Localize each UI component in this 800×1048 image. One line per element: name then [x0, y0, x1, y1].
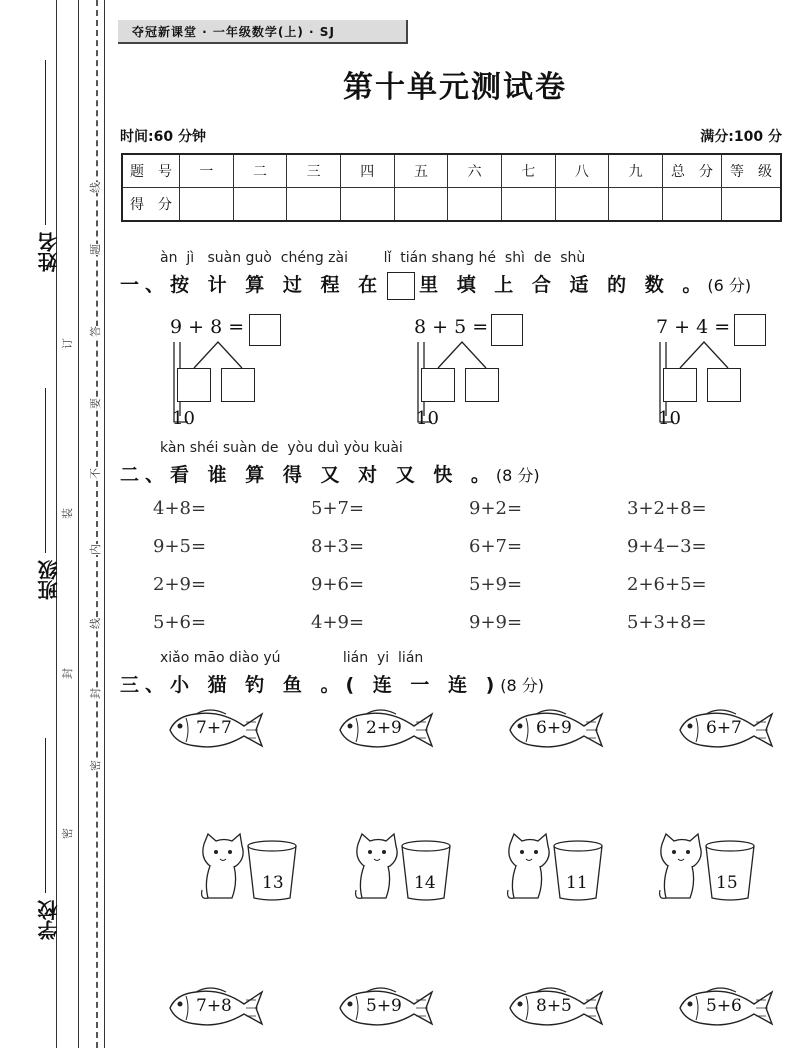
score-cell[interactable]: [555, 188, 609, 222]
score-table: [121, 153, 782, 222]
seal-char: 要: [89, 398, 102, 409]
split-box[interactable]: [421, 368, 455, 402]
full-score: 满分:100 分: [700, 129, 782, 145]
calc-item: 9+2=: [469, 498, 523, 519]
split-box[interactable]: [465, 368, 499, 402]
score-header-cell: 七: [501, 154, 555, 188]
time-limit: 时间:60 分钟: [120, 129, 206, 145]
score-cell[interactable]: [609, 188, 663, 222]
section3-heading-text: 三、小 猫 钓 鱼 。( 连 一 连 ): [120, 674, 501, 696]
seal-char: 线: [89, 182, 102, 193]
seal-dashed-line: [96, 0, 98, 1048]
section2-heading-text: 二、看 谁 算 得 又 对 又 快 。: [120, 464, 496, 486]
score-header-cell: 六: [448, 154, 502, 188]
section2-pinyin: kàn shéi suàn de yòu duì yòu kuài: [160, 440, 403, 456]
calc-item: 9+9=: [469, 612, 523, 633]
cat-with-bucket-icon: [352, 832, 452, 904]
section1-heading: [120, 270, 751, 300]
bucket-number: 13: [262, 873, 284, 893]
score-header-cell: 三: [287, 154, 341, 188]
score-header-cell: 五: [394, 154, 448, 188]
school-fill-line: [45, 738, 46, 893]
section1-pinyin: àn jì suàn guò chéng zài lǐ tián shang hé shì de shù: [160, 250, 586, 266]
bucket-number: 14: [414, 873, 436, 893]
fish-expression: 5+9: [366, 996, 402, 1016]
decompose-equation: 9 + 8 =: [170, 316, 245, 338]
section1-points: (6 分): [707, 276, 752, 295]
score-header-cell: 题 号: [122, 154, 180, 188]
seal-char: 内: [89, 544, 102, 555]
score-table-header-row: [122, 154, 781, 188]
fish-expression: 8+5: [536, 996, 572, 1016]
margin-rule: [56, 0, 57, 1048]
ten-label: 10: [416, 408, 439, 429]
calc-item: 2+6+5=: [627, 574, 707, 595]
section1-heading-a: 一、按 计 算 过 程 在: [120, 274, 384, 296]
ten-label: 10: [658, 408, 681, 429]
calc-item: 6+7=: [469, 536, 523, 557]
calc-item: 5+7=: [311, 498, 365, 519]
bucket-number: 15: [716, 873, 738, 893]
section3-pinyin: xiǎo māo diào yú lián yi lián: [160, 650, 424, 666]
decompose-equation: 8 + 5 =: [414, 316, 489, 338]
calc-item: 3+2+8=: [627, 498, 707, 519]
seal-char: 答: [89, 326, 102, 337]
name-label: 姓名: [37, 232, 61, 272]
score-header-cell: 九: [609, 154, 663, 188]
seal-char: 题: [89, 244, 102, 255]
score-cell[interactable]: [180, 188, 234, 222]
section2-heading: [120, 460, 540, 487]
calc-item: 4+9=: [311, 612, 365, 633]
fish-expression: 6+9: [536, 718, 572, 738]
fish-expression: 2+9: [366, 718, 402, 738]
calc-item: 5+9=: [469, 574, 523, 595]
blank-box-icon: [387, 272, 415, 300]
class-label: 班级: [37, 560, 61, 600]
calc-item: 9+4−3=: [627, 536, 707, 557]
ten-label: 10: [172, 408, 195, 429]
score-cell[interactable]: [501, 188, 555, 222]
section2-points: (8 分): [495, 466, 540, 485]
split-box[interactable]: [707, 368, 741, 402]
score-cell[interactable]: [663, 188, 722, 222]
calc-item: 9+5=: [153, 536, 207, 557]
score-cell[interactable]: [394, 188, 448, 222]
seal-char: 装: [61, 508, 74, 519]
score-header-cell: 总 分: [663, 154, 722, 188]
score-header-cell: 四: [340, 154, 394, 188]
calc-item: 8+3=: [311, 536, 365, 557]
split-box[interactable]: [663, 368, 697, 402]
split-box[interactable]: [177, 368, 211, 402]
cat-with-bucket-icon: [656, 832, 756, 904]
score-header-cell: 等 级: [722, 154, 782, 188]
margin-rule-3: [104, 0, 105, 1048]
seal-char: 订: [61, 338, 74, 349]
score-header-cell: 二: [233, 154, 287, 188]
calc-item: 5+3+8=: [627, 612, 707, 633]
section1-heading-b: 里 填 上 合 适 的 数 。: [419, 274, 708, 296]
seal-char: 线: [89, 618, 102, 629]
score-header-cell: 一: [180, 154, 234, 188]
score-cell[interactable]: [287, 188, 341, 222]
decompose-equation: 7 + 4 =: [656, 316, 731, 338]
seal-char: 密: [89, 760, 102, 771]
score-table-score-row: [122, 188, 781, 222]
score-cell[interactable]: [233, 188, 287, 222]
seal-char: 密: [61, 828, 74, 839]
seal-char: 封: [61, 668, 74, 679]
fish-expression: 7+8: [196, 996, 232, 1016]
section3-heading: [120, 670, 544, 697]
split-box[interactable]: [221, 368, 255, 402]
series-tag: 夺冠新课堂 · 一年级数学(上) · SJ: [118, 20, 408, 44]
score-cell[interactable]: [722, 188, 782, 222]
calc-item: 9+6=: [311, 574, 365, 595]
cat-with-bucket-icon: [198, 832, 298, 904]
school-label: 学校: [37, 900, 61, 940]
fish-expression: 7+7: [196, 718, 232, 738]
margin-rule-2: [78, 0, 79, 1048]
bucket-number: 11: [566, 873, 588, 893]
calc-item: 2+9=: [153, 574, 207, 595]
section3-points: (8 分): [500, 676, 545, 695]
score-cell[interactable]: [340, 188, 394, 222]
seal-char: 封: [89, 688, 102, 699]
calc-item: 4+8=: [153, 498, 207, 519]
fish-expression: 6+7: [706, 718, 742, 738]
score-row-label: 得 分: [122, 188, 180, 222]
score-header-cell: 八: [555, 154, 609, 188]
fish-expression: 5+6: [706, 996, 742, 1016]
cat-with-bucket-icon: [504, 832, 604, 904]
seal-char: 不: [89, 468, 102, 479]
score-cell[interactable]: [448, 188, 502, 222]
class-fill-line: [45, 388, 46, 553]
page-title: 第十单元测试卷: [343, 70, 567, 105]
calc-item: 5+6=: [153, 612, 207, 633]
